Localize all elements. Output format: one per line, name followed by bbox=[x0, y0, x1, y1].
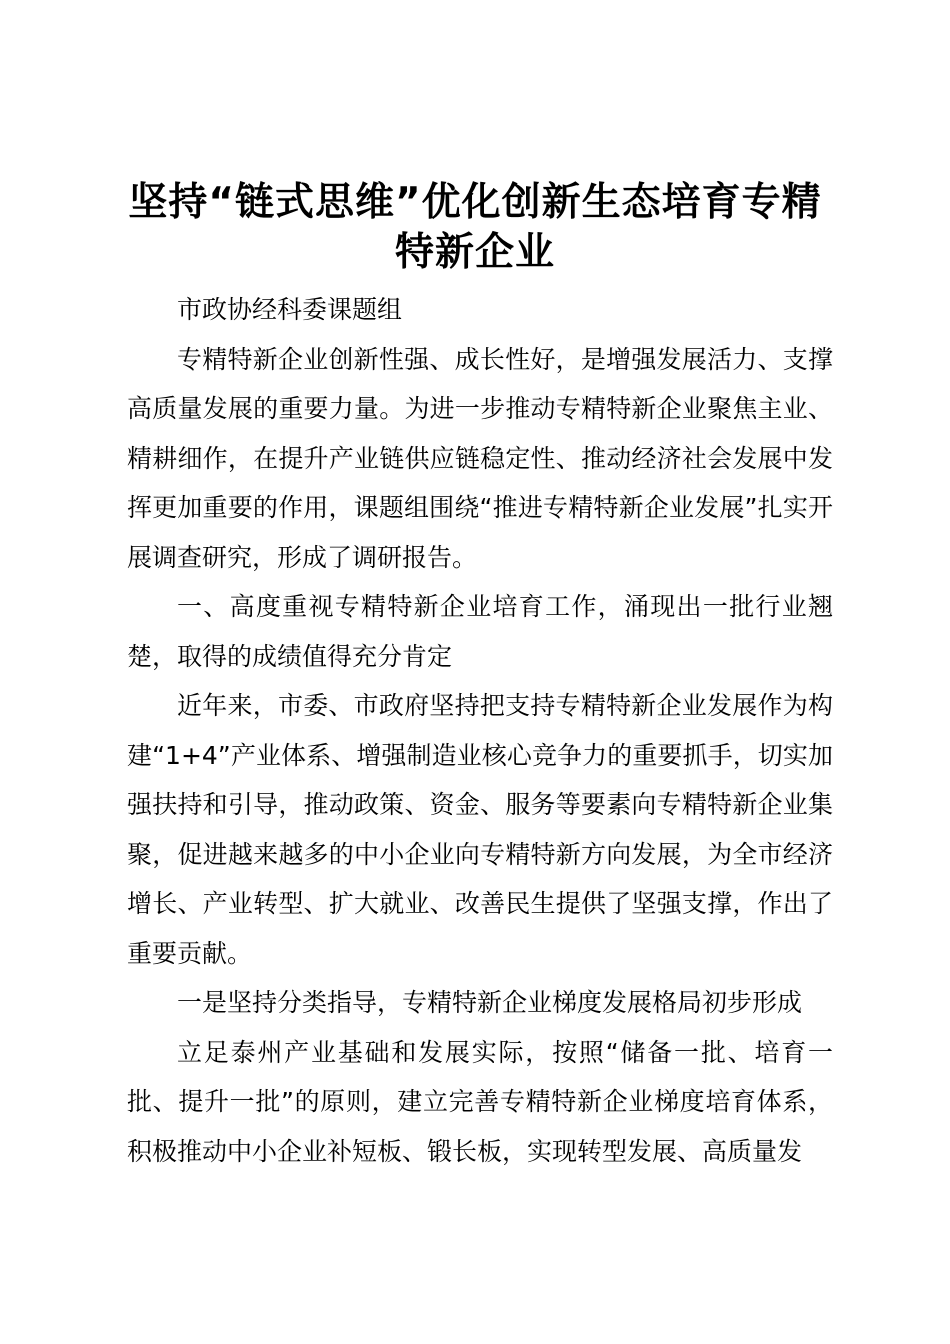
paragraph-subsection-1: 立足泰州产业基础和发展实际，按照“储备一批、培育一批、提升一批”的原则，建立完善专精特新企业梯度培育体系，积极推动中小企业补短板、锻长板，实现转型发展、高质量发 bbox=[127, 1037, 833, 1166]
document-body bbox=[127, 285, 833, 1176]
paragraph-intro: 专精特新企业创新性强、成长性好，是增强发展活力、支撑高质量发展的重要力量。为进一步推动专精特新企业聚焦主业、精耕细作，在提升产业链供应链稳定性、推动经济社会发展中发挥更加重要的作用，课题组围绕“推进专精特新企业发展”扎实开展调查研究，形成了调研报告。 bbox=[127, 344, 833, 572]
author-line: 市政协经科委课题组 bbox=[177, 295, 403, 324]
paragraph-section-1: 近年来，市委、市政府坚持把支持专精特新企业发展作为构建“1+4”产业体系、增强制造业核心竞争力的重要抓手，切实加强扶持和引导，推动政策、资金、服务等要素向专精特新企业集聚，促进越来越多的中小企业向专精特新方向发展，为全市经济增长、产业转型、扩大就业、改善民生提供了坚强支撑，作出了重要贡献。 bbox=[127, 691, 833, 968]
subsection-heading-1: 一是坚持分类指导，专精特新企业梯度发展格局初步形成 bbox=[177, 988, 803, 1017]
document-title: 坚持“链式思维”优化创新生态培育专精特新企业 bbox=[128, 180, 822, 275]
section-heading-1: 一、高度重视专精特新企业培育工作，涌现出一批行业翘楚，取得的成绩值得充分肯定 bbox=[127, 592, 833, 671]
